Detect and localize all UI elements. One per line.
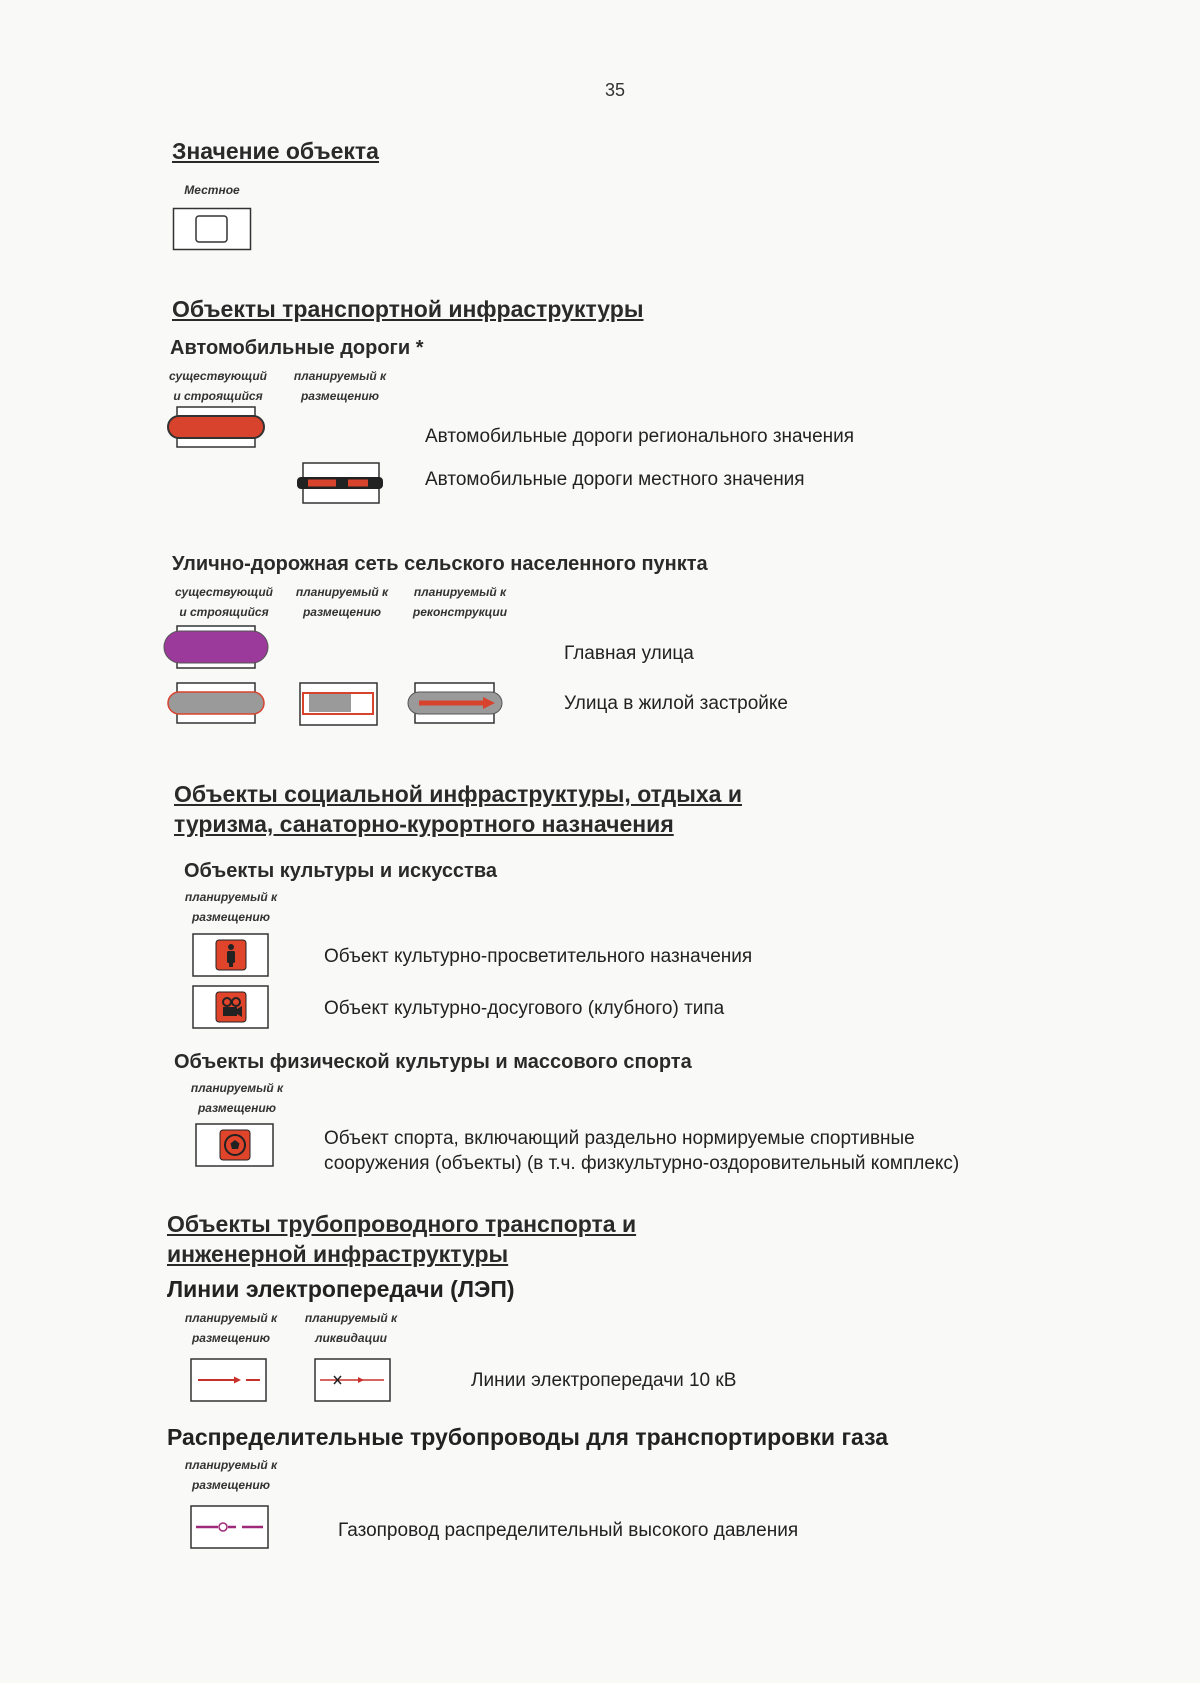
power-lines-title: Линии электропередачи (ЛЭП)	[167, 1276, 515, 1302]
culture-educational-label: Объект культурно-просветительного назначения	[324, 946, 753, 967]
local-road-label: Автомобильные дороги местного значения	[425, 469, 805, 490]
streets-caption-existing: существующий и строящийся	[175, 585, 273, 619]
street-network-title: Улично-дорожная сеть сельского населенного пункта	[172, 553, 708, 575]
roads-title: Автомобильные дороги *	[170, 337, 424, 359]
local-significance-symbol	[173, 208, 251, 250]
power-line-planned-symbol	[190, 1358, 268, 1402]
gas-pipeline-planned-symbol	[190, 1505, 270, 1549]
transport-title: Объекты транспортной инфраструктуры	[172, 296, 644, 322]
residential-street-planned-symbol	[299, 682, 379, 726]
engineering-title: Объекты трубопроводного транспорта и инженерной инфраструктуры	[167, 1211, 637, 1267]
regional-road-symbol	[167, 405, 265, 449]
gas-caption-planned: планируемый к размещению	[184, 1458, 278, 1492]
sport-object-symbol	[195, 1123, 275, 1167]
culture-leisure-symbol	[192, 985, 270, 1029]
regional-road-label: Автомобильные дороги регионального значения	[425, 426, 855, 447]
power-line-label: Линии электропередачи 10 кВ	[471, 1370, 737, 1391]
sport-caption-planned: планируемый к размещению	[190, 1081, 284, 1115]
significance-title: Значение объекта	[172, 138, 379, 164]
culture-leisure-label: Объект культурно-досугового (клубного) типа	[324, 998, 725, 1019]
roads-caption-planned: планируемый к размещению	[293, 369, 387, 403]
streets-caption-reconstruction: планируемый к реконструкции	[412, 585, 508, 619]
culture-title: Объекты культуры и искусства	[184, 860, 498, 882]
residential-street-reconstruction-symbol	[407, 681, 503, 725]
residential-street-label: Улица в жилой застройке	[564, 693, 789, 714]
sport-title: Объекты физической культуры и массового спорта	[174, 1051, 692, 1073]
social-title: Объекты социальной инфраструктуры, отдыха и туризма, санаторно-курортного назначения	[174, 781, 742, 837]
local-road-planned-symbol	[296, 461, 384, 505]
residential-street-existing-symbol	[167, 681, 265, 725]
gas-title: Распределительные трубопроводы для транспортировки газа	[167, 1424, 889, 1450]
power-lines-caption-liquidation: планируемый к ликвидации	[304, 1311, 398, 1345]
streets-caption-planned: планируемый к размещению	[295, 585, 389, 619]
roads-caption-existing: существующий и строящийся	[169, 369, 267, 403]
significance-local-caption: Местное	[184, 183, 240, 197]
power-lines-caption-planned: планируемый к размещению	[184, 1311, 278, 1345]
power-line-liquidation-symbol	[314, 1358, 392, 1402]
gas-pipeline-label: Газопровод распределительный высокого давления	[338, 1520, 799, 1541]
sport-object-label: Объект спорта, включающий раздельно нормируемые спортивные сооружения (объекты) (в т.ч. физкультурно-оздоровительный комплекс)	[324, 1128, 960, 1174]
page-number: 35	[604, 80, 626, 100]
culture-educational-symbol	[192, 933, 270, 977]
culture-caption-planned: планируемый к размещению	[184, 890, 278, 924]
main-street-label: Главная улица	[564, 643, 694, 664]
main-street-existing-symbol	[163, 624, 269, 670]
